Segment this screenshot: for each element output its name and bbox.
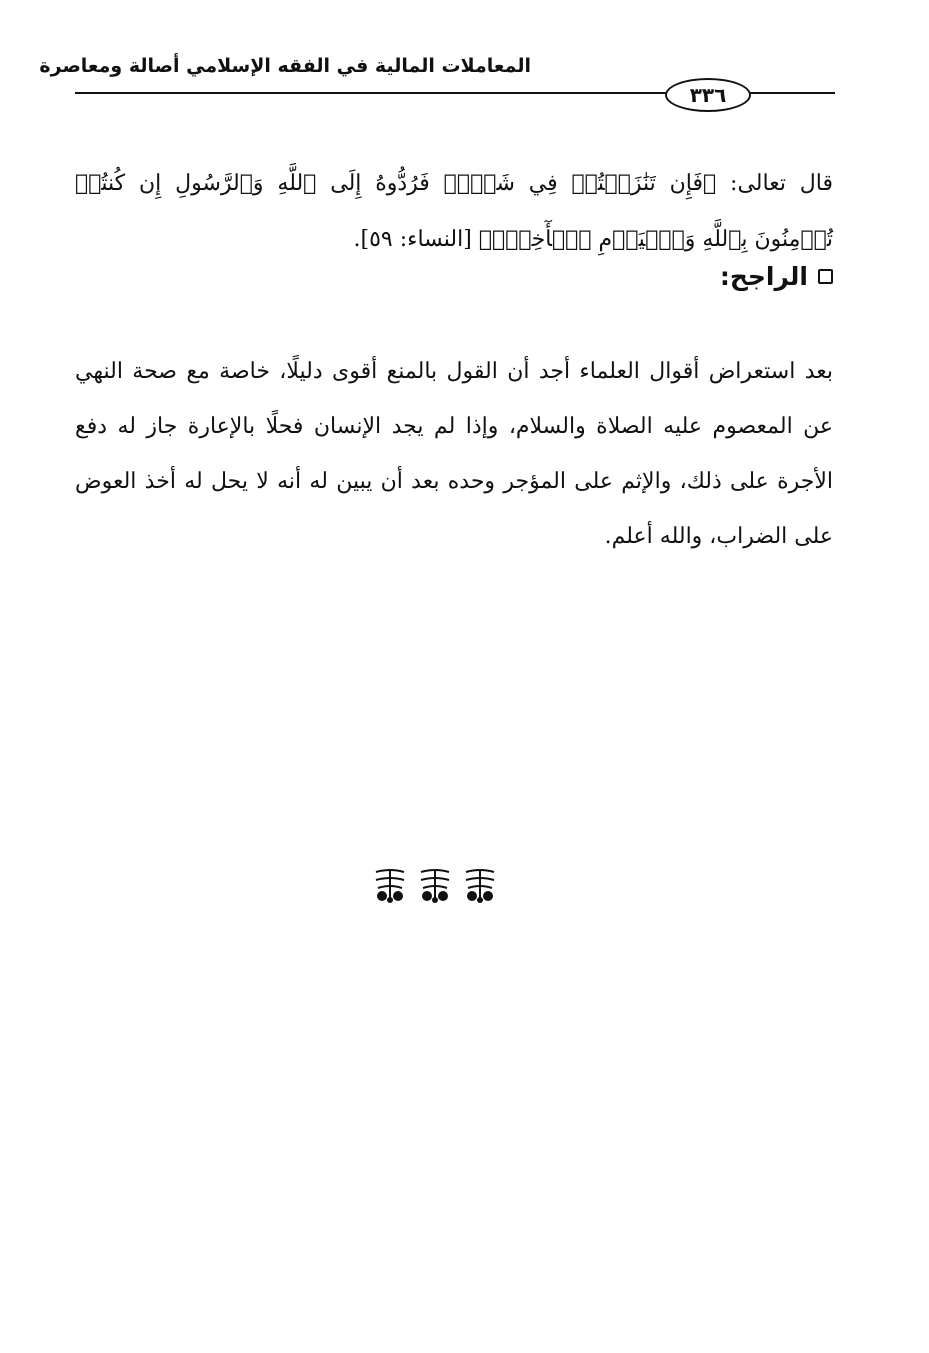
section-heading-label: الراجح: (719, 262, 808, 291)
section-heading (720, 262, 833, 291)
checkbox-icon (818, 269, 833, 284)
floral-ornament-icon (462, 866, 498, 906)
verse-paragraph: قال تعالى: ﴿فَإِن تَنَٰزَعۡتُمۡ فِي شَيۡءٖ فَرُدُّوهُ إِلَى ٱللَّهِ وَٱلرَّسُولِ إِن كُنتُمۡ تُؤۡمِنُونَ بِٱللَّهِ وَٱلۡيَوۡمِ ٱلۡأٓخِرِۚ﴾ [النساء: ٥٩]. (75, 171, 833, 252)
page-number: ٣٣٦ (665, 78, 751, 112)
ornament-row (372, 866, 498, 906)
floral-ornament-icon (417, 866, 453, 906)
running-header-title: المعاملات المالية في الفقه الإسلامي أصالة ومعاصرة (39, 55, 531, 77)
main-paragraph: بعد استعراض أقوال العلماء أجد أن القول بالمنع أقوى دليلًا، خاصة مع صحة النهي عن المعصوم عليه الصلاة والسلام، وإذا لم يجد الإنسان فحلًا بالإعارة جاز له دفع الأجرة على ذلك، والإثم على المؤجر وحده بعد أن يبين له أنه لا يحل له أخذ العوض على الضراب، والله أعلم. (75, 359, 833, 549)
floral-ornament-icon (372, 866, 408, 906)
